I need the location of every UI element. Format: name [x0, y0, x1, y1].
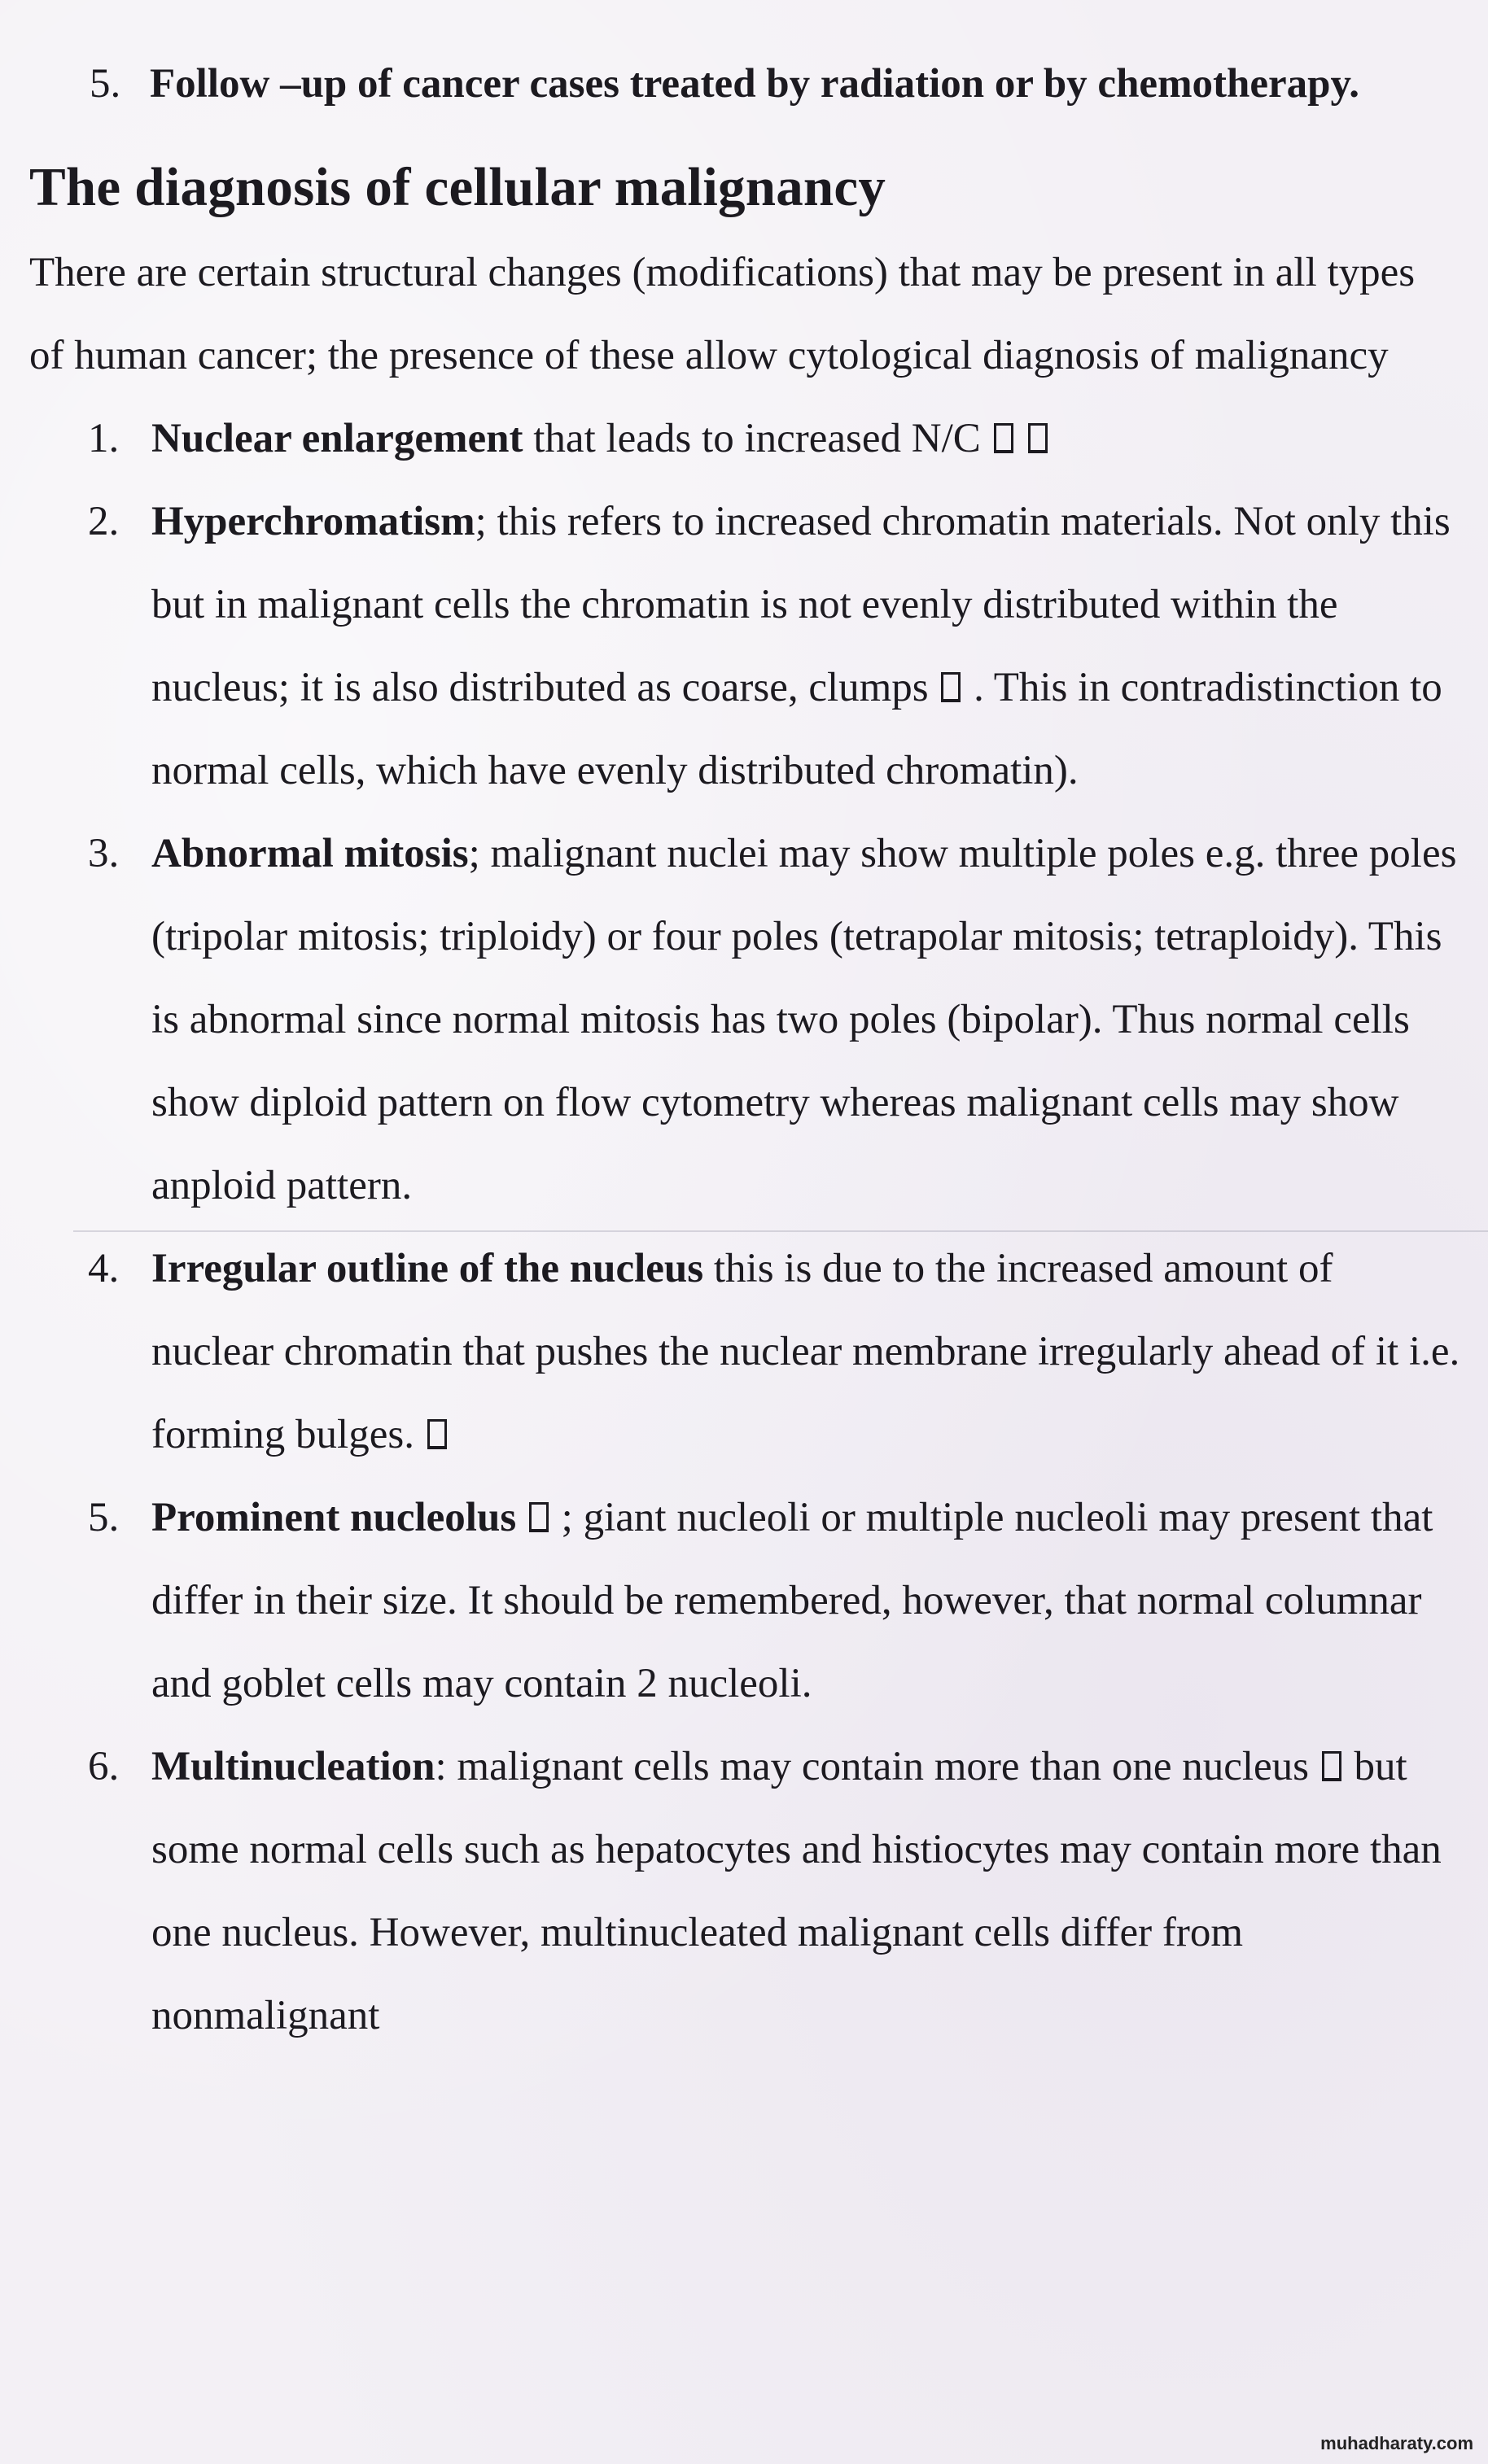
item-body [151, 1725, 1462, 2057]
item-term: Irregular outline of the nucleus [151, 1246, 704, 1291]
item-number: 4. [88, 1246, 120, 1291]
item-term: Hyperchromatism [151, 499, 475, 544]
item-number: 2. [88, 499, 120, 544]
item-text: ; malignant nuclei may show multiple poles e.g. three poles (tripolar mitosis; triploidy) or four poles (tetrapolar mitosis; tetraploidy). This is abnormal since normal mitosis has two poles (bipolar). Thus normal cells show diploid pattern on flow cytometry whereas malignant cells may show anploid pattern. [151, 831, 1457, 1208]
section-heading: The diagnosis of cellular malignancy [29, 157, 886, 217]
item-term: Abnormal mitosis [151, 831, 469, 876]
list-item [29, 812, 1462, 1227]
missing-glyph-box [427, 1419, 447, 1449]
missing-glyph-box [994, 423, 1013, 453]
missing-glyph-box [1028, 423, 1048, 453]
item-number: 3. [88, 831, 120, 876]
list-item-top [29, 42, 1462, 125]
item-body [151, 1227, 1462, 1476]
item-text-after: but some normal cells such as hepatocytes and histiocytes may contain more than one nucleus. However, multinucleated malignant cells differ from nonmalignant [151, 1744, 1442, 2038]
item-text: ; this refers to increased chromatin materials. Not only this but in malignant cells the chromatin is not evenly distributed within the nucleus; it is also distributed as coarse, clumps [151, 499, 1451, 710]
item-bold-text: Follow –up of cancer cases treated by radiation or by chemotherapy. [150, 61, 1359, 107]
missing-glyph-box [1322, 1751, 1341, 1781]
item-text-after: . This in contradistinction to normal cells, which have evenly distributed chromatin). [151, 665, 1442, 793]
list-item [29, 1725, 1462, 2057]
item-body [150, 42, 1462, 125]
intro-paragraph: There are certain structural changes (modifications) that may be present in all types of human cancer; the presence of these allow cytological diagnosis of malignancy [29, 250, 1416, 378]
missing-glyph-box [941, 672, 961, 702]
item-text: ; giant nucleoli or multiple nucleoli may present that differ in their size. It should be remembered, however, that normal columnar and goblet cells may contain 2 nucleoli. [151, 1495, 1433, 1706]
item-text: that leads to increased N/C [523, 416, 991, 461]
item-body [151, 1476, 1462, 1725]
page-content [29, 42, 1462, 2057]
item-text: this is due to the increased amount of nuclear chromatin that pushes the nuclear membrane irregularly ahead of it i.e. forming bulges. [151, 1246, 1460, 1457]
list-item [29, 480, 1462, 812]
missing-glyph-box [529, 1502, 549, 1532]
item-body [151, 480, 1462, 812]
item-body [151, 397, 1462, 480]
item-text: : malignant cells may contain more than one nucleus [435, 1744, 1320, 1789]
item-term: Prominent nucleolus [151, 1495, 517, 1540]
watermark: muhadharaty.com [1320, 2433, 1473, 2453]
item-term: Multinucleation [151, 1744, 435, 1789]
item-number: 1. [88, 416, 120, 461]
item-body [151, 812, 1462, 1227]
list-item [29, 1227, 1462, 1476]
item-number: 5. [88, 1495, 120, 1540]
list-item [29, 397, 1462, 480]
list-item [29, 1476, 1462, 1725]
item-term: Nuclear enlargement [151, 416, 523, 461]
item-number: 5. [90, 61, 121, 107]
item-number: 6. [88, 1744, 120, 1789]
